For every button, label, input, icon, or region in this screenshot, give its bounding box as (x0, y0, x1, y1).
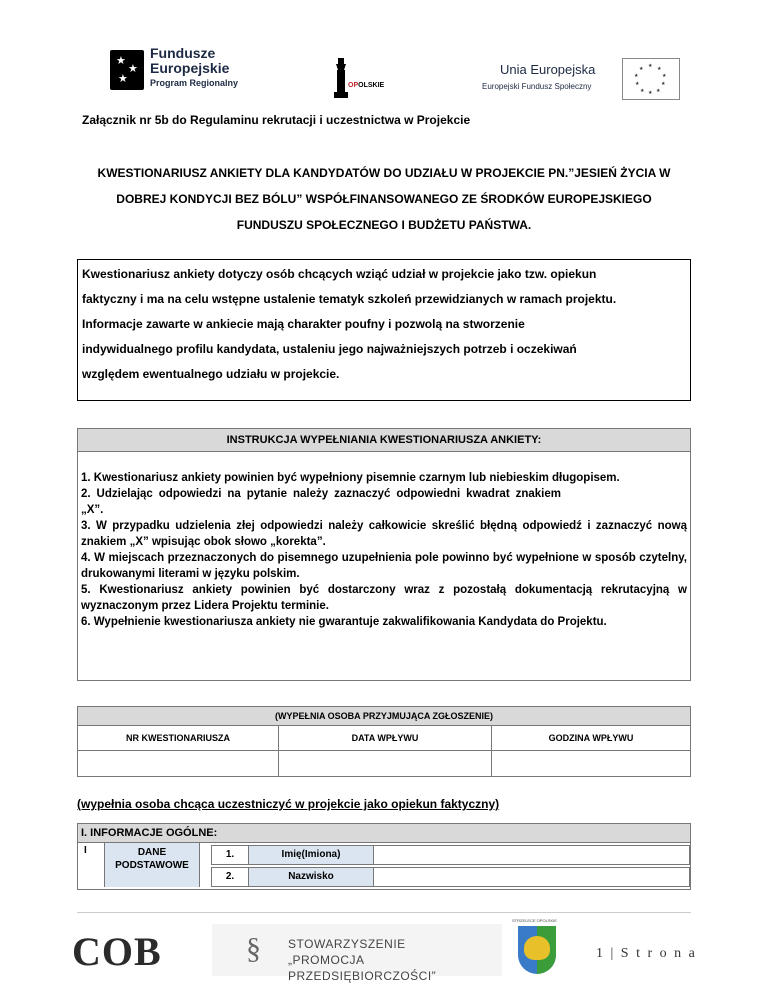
section-row (77, 843, 691, 890)
imie-input[interactable] (374, 845, 690, 865)
col-godzina-wplywu: GODZINA WPŁYWU (492, 726, 691, 751)
opolskie-text: OPOLSKIE (348, 82, 385, 89)
ss-symbol-icon: § (246, 932, 261, 965)
intake-header: (WYPEŁNIA OSOBA PRZYJMUJĄCA ZGŁOSZENIE) (78, 707, 691, 726)
instruction-item: 2. Udzielając odpowiedzi na pytanie należy zaznaczyć odpowiedni kwadrat znakiem „X”. (81, 488, 561, 516)
intro-line: faktyczny i ma na celu wstępne ustalenie tematyk szkoleń przewidzianych w ramach projektu. (82, 292, 617, 306)
opolskie-logo (326, 56, 398, 106)
intro-line: Informacje zawarte w ankiecie mają charakter poufny i pozwolą na stworzenie (82, 317, 525, 331)
ue-subtitle: Europejski Fundusz Społeczny (482, 82, 592, 91)
instruction-item: 4. W miejscach przeznaczonych do pisemnego uzupełnienia pole powinno być wypełnione w sposób czytelny, drukowanymi literami w języku polskim. (81, 552, 687, 580)
instructions-body (78, 452, 690, 630)
coat-of-arms-logo: STRZELECE OPOLSKIE (512, 918, 562, 978)
col-data-wplywu: DATA WPŁYWU (279, 726, 492, 751)
field-label-nazwisko: Nazwisko (249, 867, 374, 887)
col-nr-kwestionariusza: NR KWESTIONARIUSZA (78, 726, 279, 751)
field-number: 2. (211, 867, 249, 887)
group-label: DANE PODSTAWOWE (104, 843, 200, 887)
unia-europejska-logo (482, 58, 682, 102)
instruction-item: 3. W przypadku udzielenia złej odpowiedzi należy całkowicie skreślić błędną odpowiedź i zaznaczyć nową znakiem „X” wpisując obok słowo „korekta”. (81, 520, 687, 548)
intake-table (77, 706, 691, 777)
tower-icon (332, 56, 350, 100)
instruction-item: 1. Kwestionariusz ankiety powinien być wypełniony pisemnie czarnym lub niebieskim długopisem. (81, 472, 620, 484)
intro-box (77, 259, 691, 401)
godzina-wplywu-field[interactable] (492, 751, 691, 777)
fundusze-europejskie-logo (110, 42, 260, 102)
intro-line: indywidualnego profilu kandydata, ustaleniu jego najważniejszych potrzeb i oczekiwań (82, 342, 577, 356)
instruction-item: 6. Wypełnienie kwestionariusza ankiety nie gwarantuje zakwalifikowania Kandydata do Projektu. (81, 616, 607, 628)
instruction-item: 5. Kwestionariusz ankiety powinien być dostarczony wraz z pozostałą dokumentacją rekrutacyjną w wyznaczonym przez Lidera Projektu terminie. (81, 584, 687, 612)
stowarzyszenie-logo (212, 924, 502, 983)
ue-title: Unia Europejska (500, 62, 596, 77)
intro-line: względem ewentualnego udziału w projekcie. (82, 367, 340, 381)
title-line: KWESTIONARIUSZ ANKIETY DLA KANDYDATÓW DO UDZIAŁU W PROJEKCIE PN.”JESIEŃ ŻYCIA W (97, 166, 671, 180)
fe-star-icon: ★ ★ ★ (110, 50, 144, 90)
shield-icon (518, 926, 556, 974)
attachment-note: Załącznik nr 5b do Regulaminu rekrutacji i uczestnictwa w Projekcie (82, 113, 471, 127)
document-title (60, 160, 708, 238)
data-wplywu-field[interactable] (279, 751, 492, 777)
section-header: I. INFORMACJE OGÓLNE: (77, 823, 691, 843)
title-line: FUNDUSZU SPOŁECZNEGO I BUDŻETU PAŃSTWA. (236, 218, 532, 232)
field-number: 1. (211, 845, 249, 865)
instructions-box (77, 428, 691, 681)
page-number: 1 | S t r o n a (596, 946, 697, 961)
instructions-header: INSTRUKCJA WYPEŁNIANIA KWESTIONARIUSZA ANKIETY: (78, 429, 690, 452)
nazwisko-input[interactable] (374, 867, 690, 887)
footer-divider (77, 912, 691, 913)
nr-kwestionariusza-field[interactable] (78, 751, 279, 777)
cob-logo: COB (72, 929, 162, 974)
intro-line: Kwestionariusz ankiety dotyczy osób chcących wziąć udział w projekcie jako tzw. opiekun (82, 267, 597, 281)
title-line: DOBREJ KONDYCJI BEZ BÓLU” WSPÓŁFINANSOWANEGO ZE ŚRODKÓW EUROPEJSKIEGO (116, 192, 652, 206)
field-label-imie: Imię(Imiona) (249, 845, 374, 865)
section-roman: I (84, 845, 87, 856)
fe-logo-text: Fundusze Europejskie Program Regionalny (150, 45, 239, 88)
participant-note: (wypełnia osoba chcąca uczestniczyć w projekcie jako opiekun faktyczny) (77, 797, 500, 811)
eu-flag-icon: ★ ★ ★ ★ ★ ★ ★ ★ ★ ★ (622, 58, 680, 100)
stowarzyszenie-text: STOWARZYSZENIE „PROMOCJA PRZEDSIĘBIORCZOŚCI” (288, 937, 437, 983)
